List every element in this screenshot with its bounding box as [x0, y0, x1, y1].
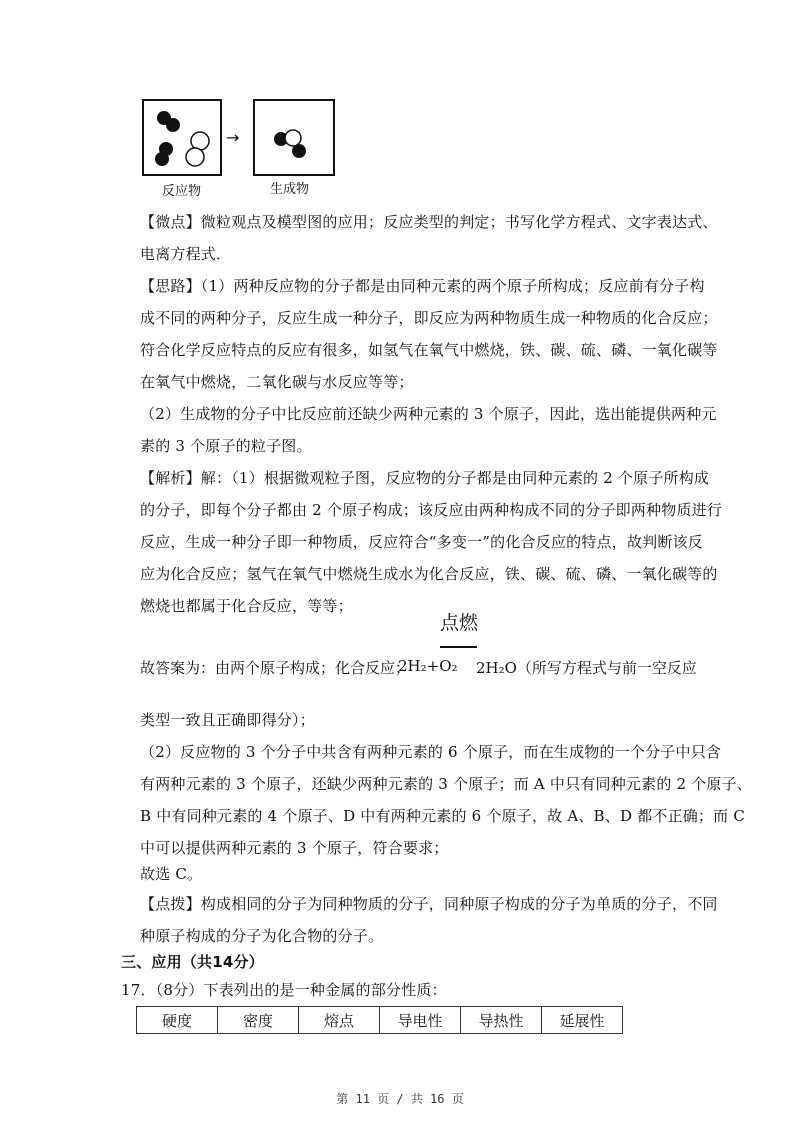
text-line: （2）反应物的 3 个分子中共含有两种元素的 6 个原子，而在生成物的一个分子中只含: [140, 743, 722, 761]
text-line: 种原子构成的分子为化合物的分子。: [140, 927, 384, 945]
table-header-cell: 硬度: [137, 1007, 218, 1034]
text-line: 【微点】微粒观点及模型图的应用；反应类型的判定；书写化学方程式、文字表达式、: [140, 213, 718, 231]
page-footer: 第 11 页 / 共 16 页: [336, 1092, 464, 1106]
product-molecule-image: [255, 101, 333, 174]
text-line: 【点拨】构成相同的分子为同种物质的分子，同种原子构成的分子为单质的分子，不同: [140, 895, 718, 913]
text-line: 燃烧也都属于化合反应，等等；: [140, 597, 353, 615]
text-line: 在氧气中燃烧，二氧化碳与水反应等等；: [140, 373, 414, 391]
text-line: 电离方程式．: [140, 245, 232, 263]
property-table: [136, 1006, 623, 1034]
table-header-cell: 导电性: [380, 1007, 461, 1034]
reactant-caption: 反应物: [162, 184, 202, 199]
text-line: 成不同的两种分子，反应生成一种分子，即反应为两种物质生成一种物质的化合反应；: [140, 309, 718, 327]
table-header-cell: 密度: [218, 1007, 299, 1034]
text-line: 反应，生成一种分子即一种物质，反应符合“多变一”的化合反应的特点，故判断该反: [140, 533, 703, 551]
text-line: 故选 C。: [140, 865, 203, 883]
reaction-arrow: →: [226, 128, 240, 147]
equation-left: 2H₂+O₂: [398, 657, 458, 675]
reactant-molecules-image: [144, 101, 220, 174]
product-box: [253, 99, 335, 176]
product-caption: 生成物: [270, 182, 310, 197]
text-line: 符合化学反应特点的反应有很多，如氢气在氧气中燃烧，铁、碳、硫、磷、一氧化碳等: [140, 341, 718, 359]
text-line: 有两种元素的 3 个原子，还缺少两种元素的 3 个原子；而 A 中只有同种元素的 2 个原子、: [140, 775, 753, 793]
question-17: 17．（8分）下表列出的是一种金属的部分性质：: [121, 981, 447, 999]
text-line: B 中有同种元素的 4 个原子、D 中有两种元素的 6 个原子，故 A、B、D 都不正确；而 C: [140, 807, 746, 825]
text-line: 类型一致且正确即得分）；: [140, 711, 315, 729]
table-row: [137, 1007, 623, 1034]
text-line: 素的 3 个原子的粒子图。: [140, 437, 312, 455]
answer-prefix: 故答案为：由两个原子构成；化合反应；: [140, 659, 411, 677]
text-line: 应为化合反应；氢气在氧气中燃烧生成水为化合反应，铁、碳、硫、磷、一氧化碳等的: [140, 565, 718, 583]
text-line: 【思路】（1）两种反应物的分子都是由同种元素的两个原子所构成；反应前有分子构: [140, 277, 705, 295]
text-line: （2）生成物的分子中比反应前还缺少两种元素的 3 个原子，因此，选出能提供两种元: [140, 405, 717, 423]
reaction-condition: 点燃: [440, 612, 479, 634]
table-header-cell: 导热性: [461, 1007, 542, 1034]
text-line: 中可以提供两种元素的 3 个原子，符合要求；: [140, 839, 449, 857]
equation-right: 2H₂O（所写方程式与前一空反应: [476, 659, 697, 677]
reactant-box: [142, 99, 222, 176]
reaction-condition-bar: [440, 646, 477, 648]
text-line: 的分子，即每个分子都由 2 个原子构成；该反应由两种构成不同的分子即两种物质进行: [140, 501, 723, 519]
section-heading: 三、应用（共14分）: [121, 953, 264, 971]
table-header-cell: 熔点: [299, 1007, 380, 1034]
text-line: 【解析】解：（1）根据微观粒子图，反应物的分子都是由同种元素的 2 个原子所构成: [140, 469, 710, 487]
table-header-cell: 延展性: [542, 1007, 623, 1034]
